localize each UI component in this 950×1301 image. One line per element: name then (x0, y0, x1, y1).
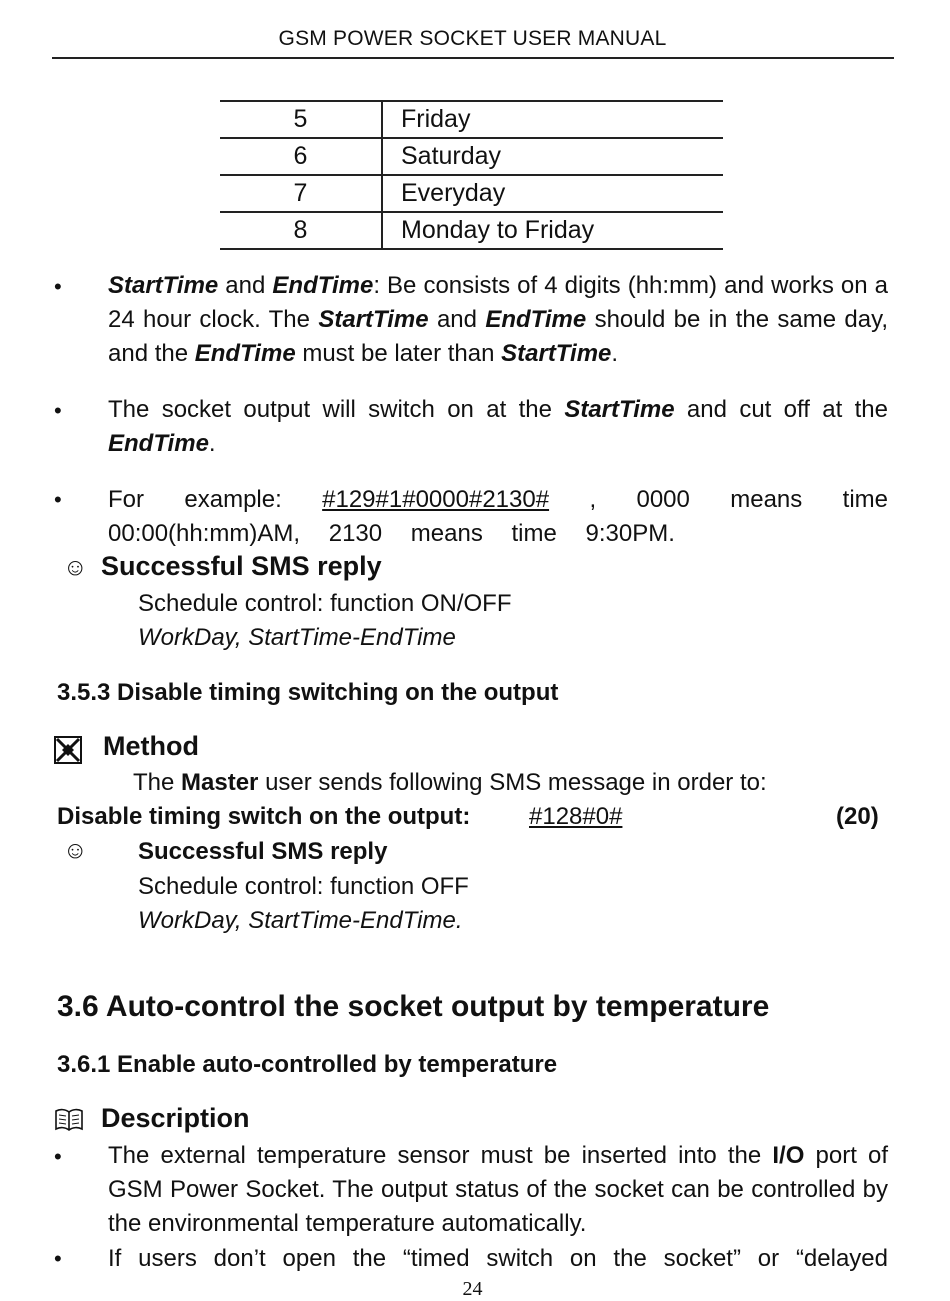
method-icon (54, 736, 80, 762)
smiley-icon: ☺ (63, 554, 88, 581)
reply-line: Schedule control: function OFF (138, 873, 469, 900)
day-name: Friday (382, 101, 723, 138)
day-number: 8 (220, 212, 382, 249)
table-row (220, 175, 723, 212)
term-endtime: EndTime (485, 306, 587, 333)
day-number: 5 (220, 101, 382, 138)
text: and cut off at the (674, 396, 889, 423)
header-rule (52, 57, 894, 59)
bullet-icon: • (54, 1246, 62, 1271)
page-number: 24 (462, 1278, 483, 1300)
term-endtime: EndTime (194, 340, 296, 367)
table-row (220, 138, 723, 175)
text: : Be consists of 4 digits (hh:mm) and works on a 24 hour clock. The (108, 272, 888, 333)
text: , 0000 means time 00:00(hh:mm)AM, 2130 means time 9:30PM. (108, 486, 889, 547)
table-row (220, 212, 723, 249)
day-number: 7 (220, 175, 382, 212)
smiley-icon: ☺ (63, 837, 88, 864)
reply-line: WorkDay, StartTime-EndTime. (138, 907, 463, 934)
text: The (133, 769, 182, 796)
bullet-paragraph-times (108, 269, 888, 371)
command-code: #128#0# (529, 803, 623, 830)
text: For example: (108, 486, 323, 513)
text: port of GSM Power Socket. The output status of the socket can be controlled by the environmental temperature automatically. (108, 1142, 888, 1237)
term-endtime: EndTime (108, 430, 209, 457)
description-heading: Description (101, 1103, 250, 1133)
bullet-icon: • (54, 274, 62, 299)
day-code-table (220, 100, 723, 250)
term-starttime: StartTime (564, 396, 675, 423)
description-paragraph: If users don’t open the “timed switch on the socket” or “delayed (108, 1245, 888, 1272)
book-icon (54, 1107, 80, 1133)
table-row (220, 101, 723, 138)
method-intro (133, 766, 767, 800)
bullet-icon: • (54, 1144, 62, 1169)
section-heading-3-5-3: 3.5.3 Disable timing switching on the output (57, 679, 559, 706)
bullet-icon: • (54, 398, 62, 423)
text: must be later than (295, 340, 502, 367)
text: The external temperature sensor must be inserted into the (108, 1142, 773, 1169)
section-heading-3-6: 3.6 Auto-control the socket output by temperature (57, 990, 770, 1023)
command-label: Disable timing switch on the output: (57, 803, 471, 830)
running-header: GSM POWER SOCKET USER MANUAL (278, 27, 667, 50)
text: user sends following SMS message in order to: (258, 769, 767, 796)
bullet-paragraph-switch (108, 393, 888, 461)
bullet-icon: • (54, 487, 62, 512)
text: The socket output will switch on at the (108, 396, 565, 423)
day-name: Monday to Friday (382, 212, 723, 249)
io-port-term: I/O (772, 1142, 805, 1169)
text: . (208, 430, 216, 457)
day-name: Everyday (382, 175, 723, 212)
day-name: Saturday (382, 138, 723, 175)
method-heading: Method (103, 731, 199, 761)
term-starttime: StartTime (318, 306, 429, 333)
description-paragraph (108, 1139, 888, 1241)
reply-line: WorkDay, StartTime-EndTime (138, 624, 456, 651)
text: and (218, 272, 273, 299)
text: and (428, 306, 486, 333)
sms-example-code: #129#1#0000#2130# (322, 486, 550, 513)
term-starttime: StartTime (108, 272, 219, 299)
term-endtime: EndTime (272, 272, 374, 299)
day-number: 6 (220, 138, 382, 175)
reply-heading: Successful SMS reply (101, 551, 382, 581)
term-starttime: StartTime (501, 340, 612, 367)
text: . (611, 340, 619, 367)
text: should be in the same day, and the (108, 306, 888, 367)
reply-heading: Successful SMS reply (138, 838, 388, 865)
reply-line: Schedule control: function ON/OFF (138, 590, 512, 617)
master-term: Master (181, 769, 259, 796)
section-heading-3-6-1: 3.6.1 Enable auto-controlled by temperature (57, 1051, 558, 1078)
bullet-paragraph-example (108, 483, 888, 551)
command-number: (20) (836, 803, 879, 830)
